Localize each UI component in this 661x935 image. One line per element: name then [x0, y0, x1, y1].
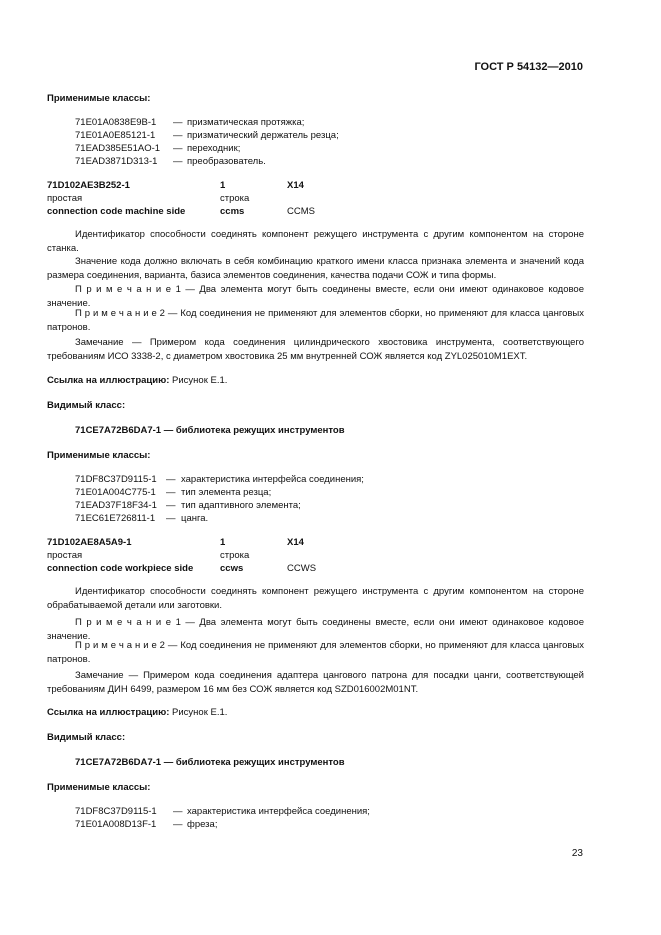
property-symbol-upper: CCWS	[287, 563, 317, 574]
note-label: П р и м е ч а н и е 1	[75, 284, 181, 295]
list-item-code: 71E01A008D13F-1	[75, 819, 157, 830]
list-item-dash: —	[173, 130, 183, 141]
property-kind: строка	[220, 550, 250, 561]
illustration-reference	[47, 375, 227, 386]
property-value-1: 1	[220, 537, 226, 548]
reference-label: Ссылка на иллюстрацию:	[47, 707, 170, 718]
note-1	[47, 283, 584, 310]
list-item-code: 71EAD37F18F34-1	[75, 500, 157, 511]
list-item-text: характеристика интерфейса соединения;	[187, 806, 370, 817]
list-item-text: фреза;	[187, 819, 218, 830]
reference-value: Рисунок Е.1.	[172, 707, 228, 718]
list-item-code: 71EC61E726811-1	[75, 513, 156, 524]
list-item-dash: —	[173, 806, 183, 817]
property-type: простая	[47, 193, 83, 204]
list-item-dash: —	[166, 500, 176, 511]
note-label: П р и м е ч а н и е 2	[75, 308, 165, 319]
illustration-reference	[47, 707, 227, 718]
note-text: — Код соединения не применяют для элементов сборки, но применяют для класса цанговых патронов.	[47, 308, 584, 333]
list-item-code: 71DF8C37D9115-1	[75, 474, 157, 485]
property-value-2: X14	[287, 537, 304, 548]
standard-header: ГОСТ Р 54132—2010	[474, 61, 583, 73]
property-name: connection code workpiece side	[47, 563, 194, 574]
list-item-dash: —	[166, 474, 176, 485]
list-item-code: 71EAD3871D313-1	[75, 156, 158, 167]
property-code: 71D102AE3B252-1	[47, 180, 130, 191]
property-kind: строка	[220, 193, 250, 204]
list-item-code: 71E01A0838E9B-1	[75, 117, 157, 128]
property-symbol-upper: CCMS	[287, 206, 315, 217]
property-value-text: Значение кода должно включать в себя комбинацию краткого имени класса признака элемента и значений кода размера соединения, варианта, базиса элементов соединения, качества подачи СОЖ и типа формы.	[47, 256, 584, 281]
applicable-classes-heading: Применимые классы:	[47, 450, 151, 461]
remark: Замечание — Примером кода соединения адаптера цангового патрона для посадки цанги, соответствующей требованиям ДИН 6499, размером 16 мм без СОЖ является код SZD016002M01NT.	[47, 670, 584, 695]
reference-value: Рисунок Е.1.	[172, 375, 228, 386]
list-item-text: тип адаптивного элемента;	[181, 500, 301, 511]
visible-class-value: 71CE7A72B6DA7-1 — библиотека режущих инструментов	[75, 757, 345, 768]
note-text: — Два элемента могут быть соединены вместе, если они имеют одинаковое кодовое значение.	[47, 284, 585, 309]
list-item-text: переходник;	[187, 143, 241, 154]
property-name: connection code machine side	[47, 206, 186, 217]
property-code: 71D102AE8A5A9-1	[47, 537, 132, 548]
property-value-1: 1	[220, 180, 226, 191]
remark: Замечание — Примером кода соединения цилиндрического хвостовика инструмента, соответствующего требованиям ИСО 3338-2, с диаметром хвостовика 25 мм внутренней СОЖ является код ZYL025010M1EXT.	[47, 337, 584, 362]
list-item-code: 71DF8C37D9115-1	[75, 806, 157, 817]
property-description: Идентификатор способности соединять компонент режущего инструмента с другим компонентом на стороне обрабатываемой детали или заготовки.	[47, 586, 584, 611]
property-symbol: ccws	[220, 563, 244, 574]
list-item-text: тип элемента резца;	[181, 487, 272, 498]
list-item-text: призматическая протяжка;	[187, 117, 305, 128]
applicable-classes-heading: Применимые классы:	[47, 782, 151, 793]
note-label: П р и м е ч а н и е 2	[75, 640, 165, 651]
list-item-dash: —	[166, 513, 176, 524]
list-item-code: 71E01A0E85121-1	[75, 130, 156, 141]
note-label: П р и м е ч а н и е 1	[75, 617, 181, 628]
list-item-dash: —	[173, 117, 183, 128]
property-type: простая	[47, 550, 83, 561]
visible-class-heading: Видимый класс:	[47, 732, 126, 743]
page-number: 23	[571, 848, 583, 859]
list-item-dash: —	[173, 156, 183, 167]
property-description: Идентификатор способности соединять компонент режущего инструмента с другим компонентом на стороне станка.	[47, 229, 584, 254]
note-text: — Два элемента могут быть соединены вместе, если они имеют одинаковое кодовое значение.	[47, 617, 585, 642]
visible-class-heading: Видимый класс:	[47, 400, 126, 411]
list-item-text: цанга.	[181, 513, 209, 524]
note-2	[47, 639, 584, 666]
visible-class-value: 71CE7A72B6DA7-1 — библиотека режущих инструментов	[75, 425, 345, 436]
list-item-text: призматический держатель резца;	[187, 130, 339, 141]
list-item-code: 71EAD385E51AO-1	[75, 143, 161, 154]
list-item-dash: —	[173, 819, 183, 830]
list-item-text: характеристика интерфейса соединения;	[181, 474, 364, 485]
note-2	[47, 307, 584, 334]
property-value-2: X14	[287, 180, 304, 191]
list-item-text: преобразователь.	[187, 156, 266, 167]
reference-label: Ссылка на иллюстрацию:	[47, 375, 170, 386]
list-item-dash: —	[166, 487, 176, 498]
note-text: — Код соединения не применяют для элементов сборки, но применяют для класса цанговых патронов.	[47, 640, 584, 665]
property-symbol: ccms	[220, 206, 245, 217]
applicable-classes-heading: Применимые классы:	[47, 93, 151, 104]
list-item-dash: —	[173, 143, 183, 154]
list-item-code: 71E01A004C775-1	[75, 487, 156, 498]
